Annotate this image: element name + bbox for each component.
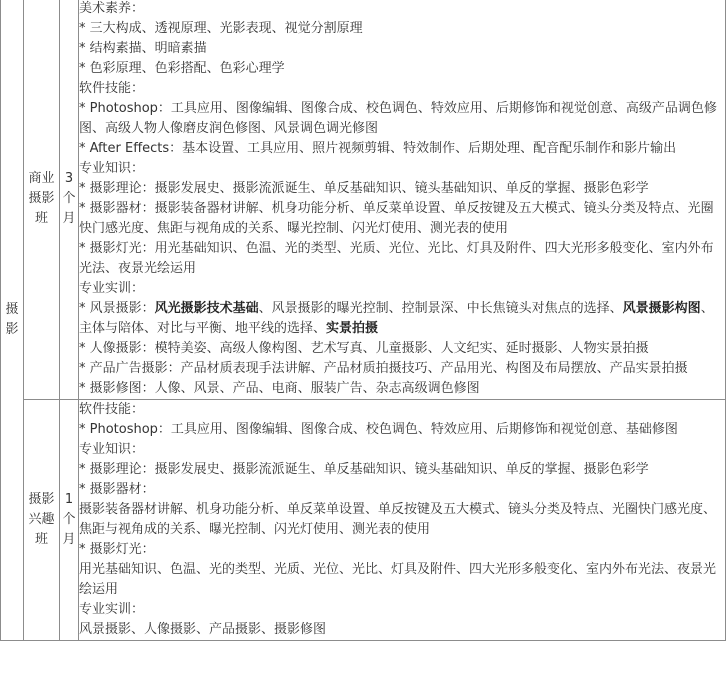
curriculum-cell <box>79 400 726 641</box>
curriculum-text: 用光基础知识、色温、光的类型、光质、光位、光比、灯具及附件、四大光形多般变化、室内外布光法、夜景光绘运用 <box>79 562 717 597</box>
curriculum-text: * 摄影理论：摄影发展史、摄影流派诞生、单反基础知识、镜头基础知识、单反的掌握、摄影色彩学 <box>79 181 649 196</box>
category-cell <box>1 0 24 641</box>
curriculum-line <box>79 159 725 179</box>
curriculum-text: 软件技能： <box>79 402 145 417</box>
table-row <box>1 400 726 641</box>
curriculum-text: 专业知识： <box>79 442 145 457</box>
curriculum-text: 、风景摄影的曝光控制、控制景深、中长焦镜头对焦点的选择、 <box>258 301 623 316</box>
table-row <box>1 0 726 400</box>
curriculum-line <box>79 620 725 640</box>
curriculum-text: 摄影装备器材讲解、机身功能分析、单反菜单设置、单反按键及五大模式、镜头分类及特点、光圈快门感光度、焦距与视角成的关系、曝光控制、闪光灯使用、测光表的使用 <box>79 502 717 537</box>
curriculum-line <box>79 0 725 19</box>
curriculum-text: 专业实训： <box>79 281 145 296</box>
curriculum-line <box>79 199 725 239</box>
class-name-cell <box>24 400 60 641</box>
curriculum-text: * 摄影灯光：用光基础知识、色温、光的类型、光质、光位、光比、灯具及附件、四大光形多般变化、室内外布光法、夜景光绘运用 <box>79 241 714 276</box>
curriculum-line <box>79 400 725 420</box>
curriculum-text: 软件技能： <box>79 81 145 96</box>
curriculum-line <box>79 500 725 540</box>
curriculum-cell <box>79 0 726 400</box>
curriculum-line <box>79 480 725 500</box>
curriculum-text-bold: 风光摄影技术基础 <box>154 301 259 316</box>
duration: 3个月 <box>62 171 76 226</box>
duration-cell <box>60 0 79 400</box>
curriculum-text: 风景摄影、人像摄影、产品摄影、摄影修图 <box>79 622 327 637</box>
curriculum-text: * Photoshop：工具应用、图像编辑、图像合成、校色调色、特效应用、后期修饰和视觉创意、高级产品调色修图、高级人物人像磨皮润色修图、风景调色调光修图 <box>79 101 717 136</box>
curriculum-line <box>79 99 725 139</box>
class-name: 摄影兴趣班 <box>28 492 55 547</box>
curriculum-line <box>79 440 725 460</box>
category-label: 摄影 <box>5 301 19 337</box>
curriculum-text: 美术素养： <box>79 1 145 16</box>
curriculum-line <box>79 600 725 620</box>
curriculum-text: * Photoshop：工具应用、图像编辑、图像合成、校色调色、特效应用、后期修饰和视觉创意、基础修图 <box>79 422 678 437</box>
curriculum-text: * 结构素描、明暗素描 <box>79 41 207 56</box>
curriculum-text: * 摄影灯光： <box>79 542 155 557</box>
curriculum-line <box>79 279 725 299</box>
curriculum-text: 专业知识： <box>79 161 145 176</box>
curriculum-line <box>79 19 725 39</box>
curriculum-text: * 色彩原理、色彩搭配、色彩心理学 <box>79 61 285 76</box>
curriculum-text: * 摄影修图：人像、风景、产品、电商、服装广告、杂志高级调色修图 <box>79 381 480 396</box>
curriculum-text: * 产品广告摄影：产品材质表现手法讲解、产品材质拍摄技巧、产品用光、构图及布局摆放、产品实景拍摄 <box>79 361 688 376</box>
curriculum-text-bold: 风景摄影构图 <box>622 301 701 316</box>
curriculum-line <box>79 339 725 359</box>
curriculum-text: * 摄影理论：摄影发展史、摄影流派诞生、单反基础知识、镜头基础知识、单反的掌握、摄影色彩学 <box>79 462 649 477</box>
curriculum-text: * 摄影器材： <box>79 482 155 497</box>
curriculum-line <box>79 560 725 600</box>
curriculum-line <box>79 460 725 480</box>
curriculum-text: * 人像摄影：模特美姿、高级人像构图、艺术写真、儿童摄影、人文纪实、延时摄影、人物实景拍摄 <box>79 341 649 356</box>
class-name: 商业摄影班 <box>28 171 55 226</box>
curriculum-text: * 三大构成、透视原理、光影表现、视觉分割原理 <box>79 21 363 36</box>
class-name-cell <box>24 0 60 400</box>
curriculum-text: * After Effects：基本设置、工具应用、照片视频剪辑、特效制作、后期处理、配音配乐制作和影片输出 <box>79 141 677 156</box>
curriculum-line <box>79 179 725 199</box>
duration: 1个月 <box>62 492 76 547</box>
curriculum-line <box>79 359 725 379</box>
curriculum-line <box>79 79 725 99</box>
curriculum-text: 、主体与陪体、对比与平衡、地平线的选择、 <box>79 301 714 336</box>
curriculum-text: 专业实训： <box>79 602 145 617</box>
curriculum-text-bold: 实景拍摄 <box>326 321 379 336</box>
curriculum-line <box>79 139 725 159</box>
curriculum-line <box>79 540 725 560</box>
curriculum-line <box>79 59 725 79</box>
curriculum-line <box>79 39 725 59</box>
curriculum-text: * 风景摄影： <box>79 301 155 316</box>
curriculum-line <box>79 299 725 339</box>
curriculum-line <box>79 420 725 440</box>
curriculum-text: * 摄影器材：摄影装备器材讲解、机身功能分析、单反菜单设置、单反按键及五大模式、镜头分类及特点、光圈快门感光度、焦距与视角成的关系、曝光控制、闪光灯使用、测光表的使用 <box>79 201 714 236</box>
curriculum-line <box>79 379 725 399</box>
curriculum-line <box>79 239 725 279</box>
duration-cell <box>60 400 79 641</box>
